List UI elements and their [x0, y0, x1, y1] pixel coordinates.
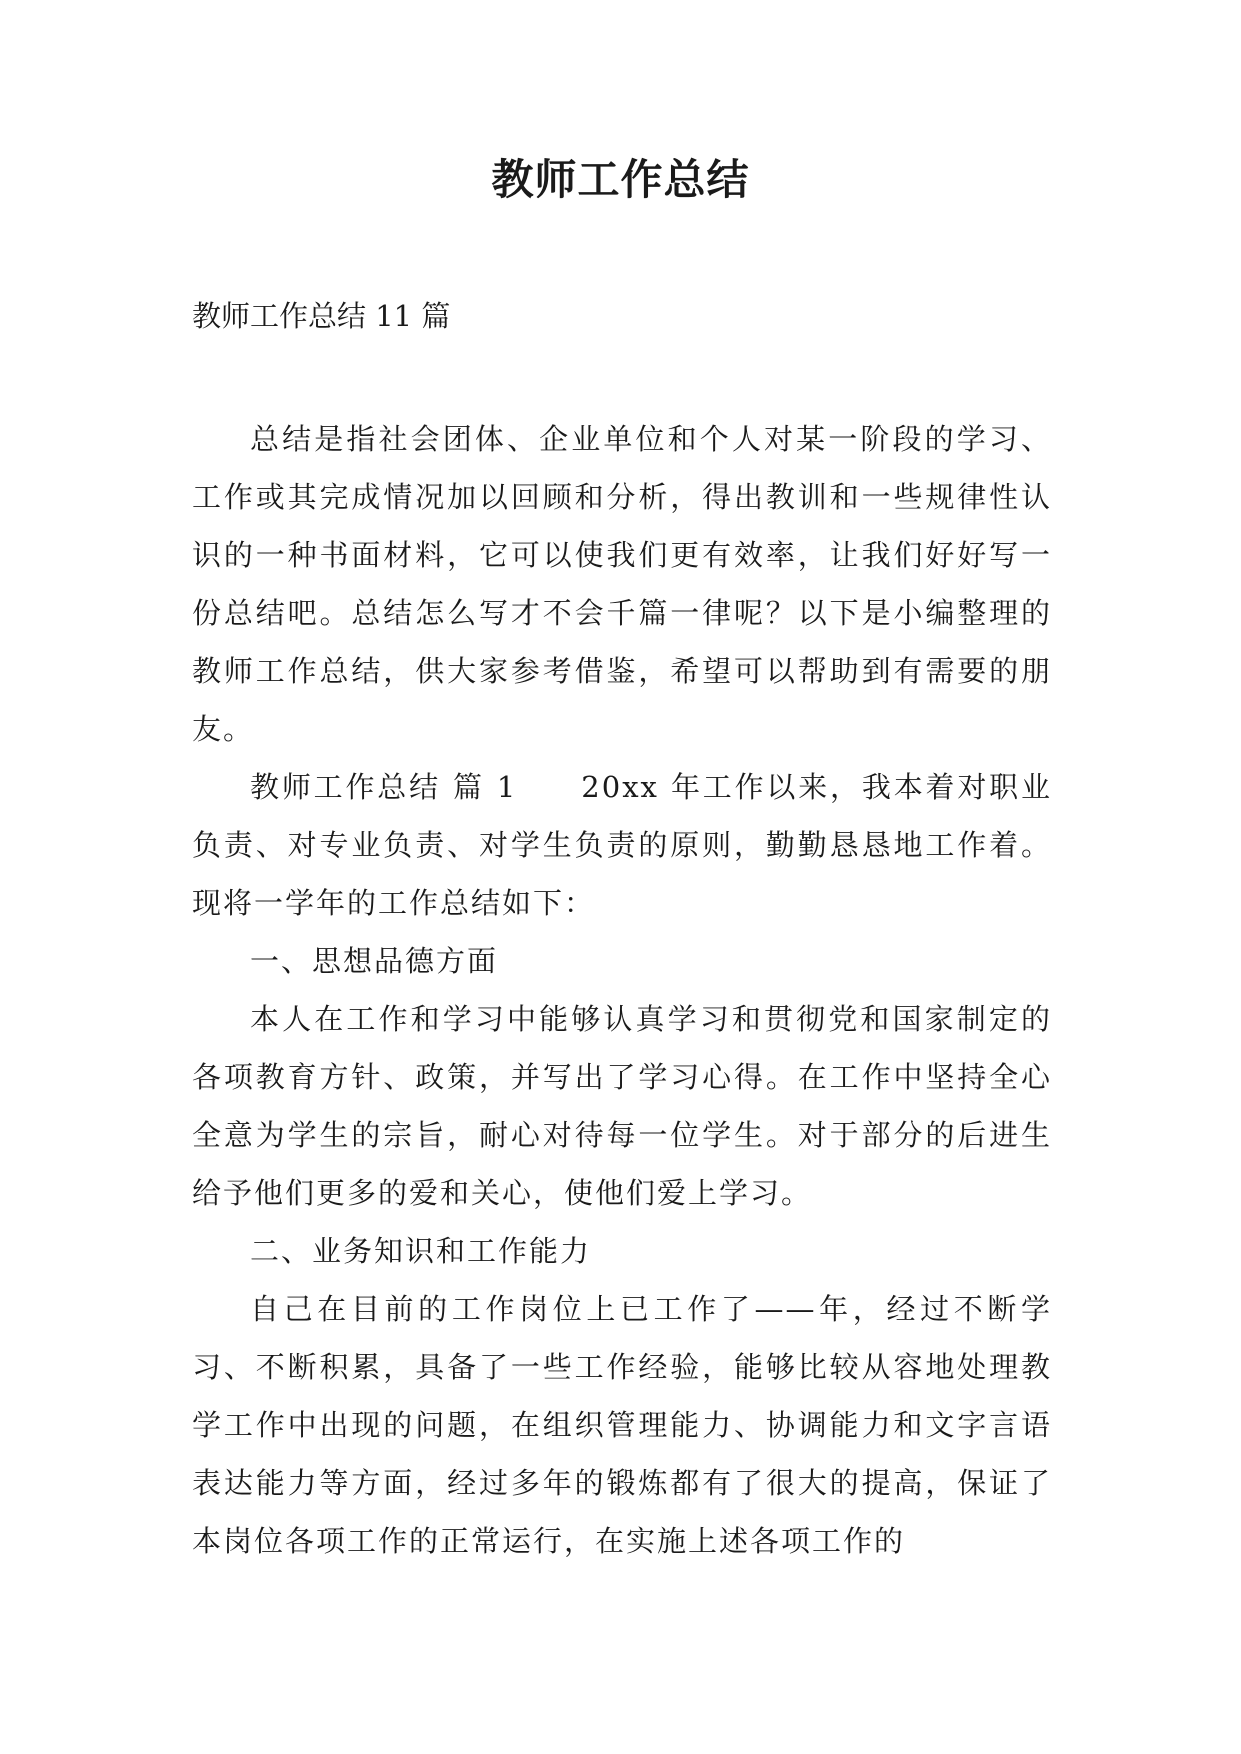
heading-1: 一、思想品德方面: [250, 944, 499, 978]
document-subtitle: 教师工作总结 11 篇: [192, 299, 451, 333]
section-1-paragraph: [192, 758, 1052, 932]
section-1-text: 20xx 年工作以来，我本着对职业负责、对专业负责、对学生负责的原则，勤勤恳恳地工作着。现将一学年的工作总结如下：: [192, 770, 1052, 920]
heading-2: 二、业务知识和工作能力: [250, 1234, 592, 1268]
paragraph-1: 本人在工作和学习中能够认真学习和贯彻党和国家制定的各项教育方针、政策，并写出了学习心得。在工作中坚持全心全意为学生的宗旨，耐心对待每一位学生。对于部分的后进生给予他们更多的爱和关心，使他们爱上学习。: [192, 1002, 1052, 1210]
intro-paragraph: 总结是指社会团体、企业单位和个人对某一阶段的学习、工作或其完成情况加以回顾和分析，得出教训和一些规律性认识的一种书面材料，它可以使我们更有效率，让我们好好写一份总结吧。总结怎么写才不会千篇一律呢？以下是小编整理的教师工作总结，供大家参考借鉴，希望可以帮助到有需要的朋友。: [192, 422, 1052, 746]
document-body: [192, 410, 1052, 1570]
paragraph-2: 自己在目前的工作岗位上已工作了——年，经过不断学习、不断积累，具备了一些工作经验，能够比较从容地处理教学工作中出现的问题，在组织管理能力、协调能力和文字言语表达能力等方面，经过多年的锻炼都有了很大的提高，保证了本岗位各项工作的正常运行，在实施上述各项工作的: [192, 1292, 1052, 1558]
document-title: 教师工作总结: [491, 155, 750, 204]
section-1-label: 教师工作总结 篇 1: [250, 770, 518, 804]
